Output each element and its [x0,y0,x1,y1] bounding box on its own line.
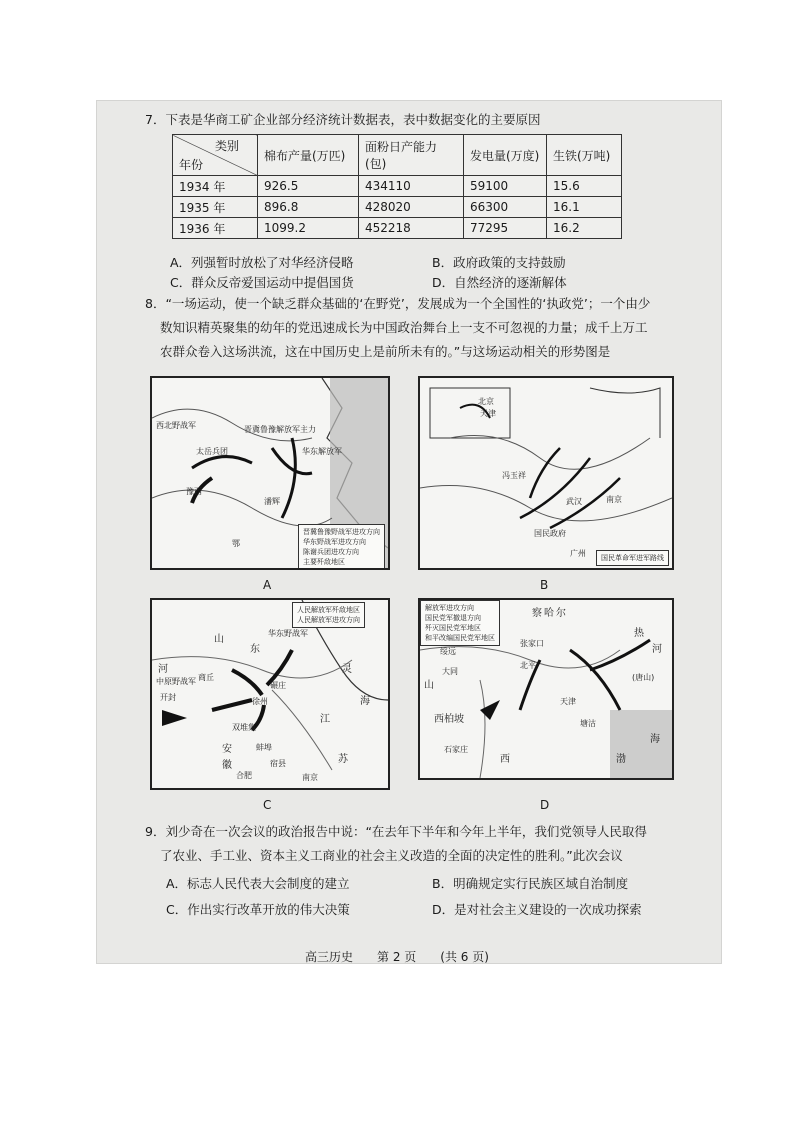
table-corner-header: 类别 年份 [173,135,258,176]
map-c-legend: 人民解放军歼敌地区 人民解放军进攻方向 [292,602,365,628]
page-footer: 高三历史 第 2 页 (共 6 页) [305,950,489,964]
map-label: 苏 [338,754,348,765]
map-label: 海 [650,734,660,745]
map-label: 潘辉 [264,497,280,506]
map-label: 武汉 [566,497,582,506]
q7-data-table [172,134,622,239]
map-label: 北平 [520,661,536,670]
map-label: 太岳兵团 [196,447,228,456]
map-d-caption: D [540,798,550,812]
map-label: 东 [250,644,260,655]
map-label: 江 [320,714,330,725]
map-label: 蚌埠 [256,743,272,752]
map-label: 大同 [442,667,458,676]
map-label: 宿县 [270,759,286,768]
q9-stem-line1: 9．刘少奇在一次会议的政治报告中说：“在去年下半年和今年上半年，我们党领导人民取得 [145,824,647,839]
column-header: 棉布产量(万匹) [258,135,359,176]
map-label: 尔 [556,608,566,619]
map-label: 广州 [570,549,586,558]
q8-stem-line3: 农群众卷入这场洪流，这在中国历史上是前所未有的。”与这场运动相关的形势图是 [160,344,611,359]
q7-option-a[interactable]: A．列强暂时放松了对华经济侵略 [170,255,354,270]
map-label: 冯玉祥 [502,471,526,480]
map-label: 察 [532,608,542,619]
map-label: 晋冀鲁豫解放军主力 [244,425,316,434]
q9-stem-line2: 了农业、手工业、资本主义工商业的社会主义改造的全面的决定性的胜利。”此次会议 [160,848,623,863]
q7-option-c[interactable]: C．群众反帝爱国运动中提倡国货 [170,275,354,290]
map-label: 张家口 [520,639,544,648]
q9-option-a[interactable]: A．标志人民代表大会制度的建立 [166,876,350,891]
q9-option-c[interactable]: C．作出实行改革开放的伟大决策 [166,902,350,917]
map-label: 徐州 [252,697,268,706]
map-label: 南京 [302,773,318,782]
map-b-drawing [420,378,672,568]
map-label: 国民政府 [534,529,566,538]
map-label: 热 [634,628,644,639]
map-label: 碾庄 [270,681,286,690]
map-label: 哈 [544,608,554,619]
map-c[interactable] [150,598,390,790]
column-header: 发电量(万度) [464,135,547,176]
map-a[interactable] [150,376,390,570]
map-label: 华东野战军 [268,629,308,638]
map-label: 渤 [616,754,626,765]
map-label: 河 [652,644,662,655]
map-d[interactable] [418,598,674,780]
map-label: 徽 [222,760,232,771]
map-label: 灵 [342,664,352,675]
column-header: 生铁(万吨) [547,135,622,176]
q7-option-b[interactable]: B．政府政策的支持鼓励 [432,255,566,270]
q7-option-d[interactable]: D．自然经济的逐渐解体 [432,275,567,290]
map-label: 南京 [606,495,622,504]
map-label: 双堆集 [232,723,256,732]
q8-stem-line2: 数知识精英聚集的幼年的党迅速成长为中国政治舞台上一支不可忽视的力量；成千上万工 [160,320,648,335]
map-label: 河 [158,664,168,675]
table-row: 1935 年 896.8 428020 66300 16.1 [173,197,622,218]
map-label: (唐山) [632,673,655,682]
q9-option-b[interactable]: B．明确规定实行民族区域自治制度 [432,876,629,891]
map-label: 鄂 [232,539,240,548]
table-row: 1936 年 1099.2 452218 77295 16.2 [173,218,622,239]
map-d-legend: 解放军进攻方向 国民党军撤退方向 歼灭国民党军地区 和平改编国民党军地区 [420,600,500,646]
q8-stem-line1: 8．“一场运动，使一个缺乏群众基础的‘在野党’，发展成为一个全国性的‘执政党’；一个由少 [145,296,651,311]
map-b-caption: B [540,578,549,592]
map-label: 天津 [560,697,576,706]
map-label: 安 [222,744,232,755]
map-label: 北京 [478,397,494,406]
map-label: 中原野战军 [156,677,196,686]
map-a-caption: A [263,578,272,592]
q9-option-d[interactable]: D．是对社会主义建设的一次成功探索 [432,902,642,917]
map-a-legend: 晋冀鲁豫野战军进攻方向 华东野战军进攻方向 陈谢兵团进攻方向 主要歼敌地区 [298,524,385,570]
q7-stem: 7．下表是华商工矿企业部分经济统计数据表，表中数据变化的主要原因 [145,112,541,127]
column-header: 面粉日产能力(包) [359,135,464,176]
map-c-caption: C [263,798,272,812]
map-label: 开封 [160,693,176,702]
map-b-legend: 国民革命军进军路线 [596,550,669,566]
map-label: 山 [424,680,434,691]
map-label: 西 [500,754,510,765]
map-label: 豫西 [186,487,202,496]
map-label: 天津 [480,409,496,418]
map-b[interactable] [418,376,674,570]
map-label: 塘沽 [580,719,596,728]
map-label: 绥远 [440,647,456,656]
table-row: 1934 年 926.5 434110 59100 15.6 [173,176,622,197]
map-label: 海 [360,696,370,707]
map-label: 华东解放军 [302,447,342,456]
map-label: 山 [214,634,224,645]
map-label: 西柏坡 [434,714,464,725]
map-label: 西北野战军 [156,421,196,430]
map-label: 商丘 [198,673,214,682]
map-label: 合肥 [236,771,252,780]
map-label: 石家庄 [444,745,468,754]
